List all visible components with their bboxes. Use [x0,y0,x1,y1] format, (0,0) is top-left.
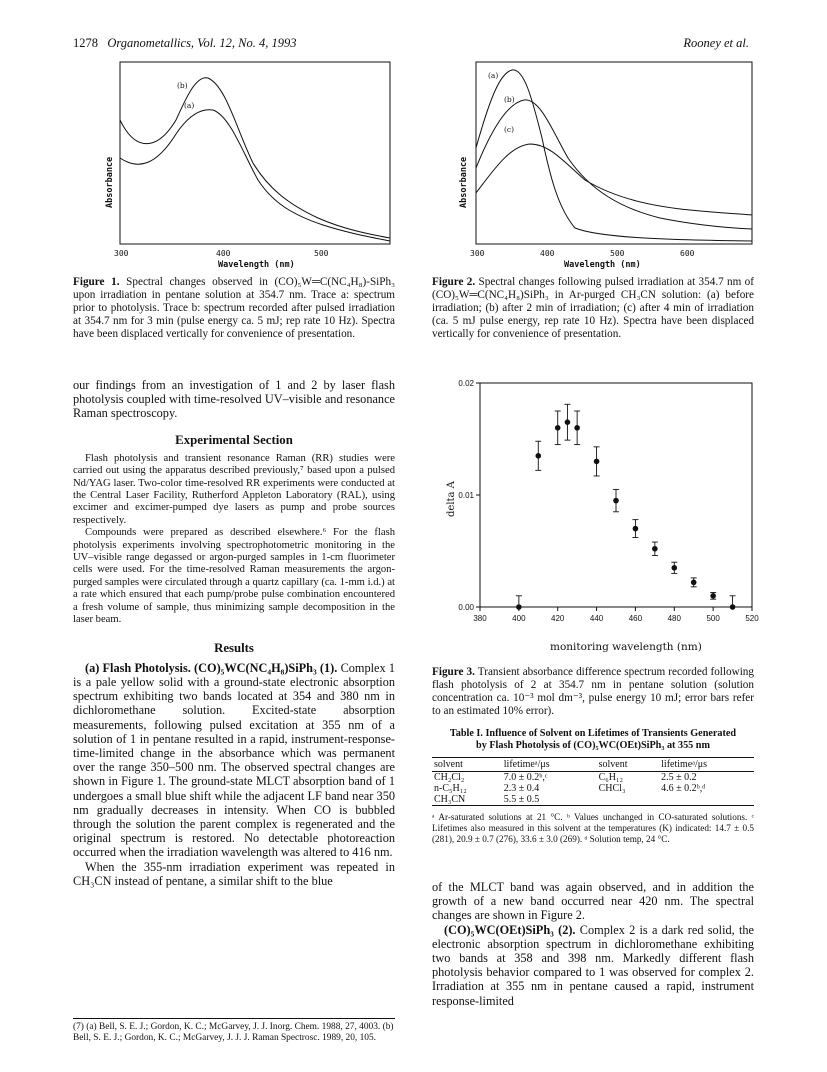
data-point [730,604,736,610]
table-1-header: solvent [432,758,502,772]
x-tick-label: 380 [473,614,487,623]
data-point [710,593,716,599]
data-point [633,526,639,532]
data-point [613,498,619,504]
figure-3-chart [440,375,760,665]
data-point [555,425,561,431]
figure-3-xlabel: monitoring wavelength (nm) [550,641,702,653]
table-cell: CH₃CN [434,794,466,805]
data-point [594,459,600,465]
figure-3-ylabel: delta A [446,481,457,517]
table-1-footnote: ᵃ Ar-saturated solutions at 21 °C. ᵇ Values unchanged in CO-saturated solutions. ᶜ Lifetimes also measured in this solvent at the temperatures (K) indicated: 14.7 ± 0.5 (281), 20.9 ± 0.7 (276), 33.6 ± 3.0 (269). ᵈ Solution temp, 24 °C. [432,812,754,844]
table-1-header: solvent [597,758,660,772]
figure-2-xtick-600: 600 [680,249,695,258]
figure-2-trace-a [476,70,752,241]
figure-2-frame [476,62,752,244]
experimental-paragraph-2: Compounds were prepared as described elsewhere.⁶ For the flash photolysis experiments involving spectrophotometric monitoring in the UV–visible range degassed or argon-purged samples in 1-cm fluorimeter cells were used. For the time-resolved Raman measurements the argon-purged samples were circulated through a quartz capillary (ca. 1-mm i.d.) at a rate which ensured that each pump/probe pulse combination encountered a fresh volume of sample, thus minimizing sample decomposition in the laser beam. [73,527,395,626]
results-paragraph-1 [73,661,395,860]
figure-1-plot [78,58,398,273]
figure-1-trace-a [120,110,390,241]
journal-name: Organometallics, [107,36,195,50]
right-paragraph-2-text: Complex 2 is a dark red solid, the electronic absorption spectrum in dichloromethane exhibiting two bands at 358 and 398 nm. Markedly different flash photolysis behavior compared to 1 was observed for complex 2. Irradiation at 355 nm in pentane caused a rapid, instrument response-limited [432,922,754,1008]
table-row [432,783,754,794]
figure-2-caption-text: Spectral changes following pulsed irradiation at 354.7 nm of (CO)₅W═C(NC₄H₈)SiPh₃ in Ar-purged CH₃CN solution: (a) before irradiation; (b) after 2 min of irradiation; (c) after 4 min of irradiation (ca. 5 mJ pulse energy, rep rate 10 Hz). Spectra have been displaced vertically for convenience of presentation. [432,276,754,340]
figure-2-caption [432,276,754,341]
figure-2-caption-label: Figure 2. [432,276,476,288]
table-cell: 4.6 ± 0.2ᵇ,ᵈ [661,783,706,794]
figure-1-trace-b [120,78,390,238]
figure-1-xtick-500: 500 [314,249,329,258]
x-tick-label: 480 [667,614,681,623]
x-tick-label: 440 [589,614,604,623]
table-row [432,772,754,784]
x-tick-label: 400 [512,614,526,623]
figure-1-caption [73,276,395,341]
figure-1-caption-text: Spectral changes observed in (CO)₅W═C(NC₄H₈)-SiPh₃ upon irradiation in pentane solution at 354.7 nm. Trace a: spectrum prior to photolysis. Trace b: spectrum recorded after pulsed irradiation at 354.7 nm for 3 min (pulse energy ca. 5 mJ; rep rate 10 Hz). Spectra have been displaced vertically for convenience of presentation. [73,276,395,340]
table-cell: C₆H₁₂ [598,772,623,783]
results-paragraph-2: When the 355-nm irradiation experiment was repeated in CH₃CN instead of pentane, a similar shift to the blue [73,859,395,888]
table-cell: 5.5 ± 0.5 [503,794,540,805]
figure-2-xlabel: Wavelength (nm) [564,260,641,270]
data-point [535,453,541,459]
data-point [574,425,580,431]
page-number: 1278 [73,36,98,50]
footnote-7: (7) (a) Bell, S. E. J.; Gordon, K. C.; McGarvey, J. J. Inorg. Chem. 1988, 27, 4003. (b) Bell, S. E. J.; Gordon, K. C.; McGarvey, J. J. J. Raman Spectrosc. 1989, 20, 105. [73,1018,395,1044]
x-tick-label: 460 [628,614,643,623]
right-paragraph-1: of the MLCT band was again observed, and in addition the growth of a new band occurred near 420 nm. The spectral changes are shown in Figure 2. [432,880,754,923]
table-1-header: lifetimeᵃ/μs [502,758,597,772]
table-1-title: Table I. Influence of Solvent on Lifetimes of Transients Generated by Flash Photolysis of (CO)₅WC(OEt)SiPh₃ at 355 nm [449,728,737,751]
figure-2-label-b: (b) [504,95,515,104]
figure-1-label-b: (b) [177,81,188,90]
data-point [671,565,677,571]
y-tick-label: 0.00 [458,603,474,612]
data-point [516,604,522,610]
figure-1-xtick-400: 400 [216,249,231,258]
figure-2-xtick-400: 400 [540,249,555,258]
figure-1-caption-label: Figure 1. [73,276,120,288]
results-paragraph-1-text: Complex 1 is a pale yellow solid with a ground-state electronic absorption spectrum exhibiting two bands located at 354 and 380 nm in dichloromethane solution. Excited-state absorption measurements, following pulsed excitation at 355 nm of a solution of 1 in pentane resulted in a rapid, instrument-response-time-limited change in the absorbance which was permanent over the range 350–500 nm. The observed spectral changes are shown in Figure 1. The ground-state MLCT absorption band of 1 undergoes a small blue shift while the adjacent LF band near 350 nm gradually decreases in intensity. When CO is bubbled through the solution the parent complex is regenerated and the original spectrum is restored. No detectable photoreaction occurred when the irradiation wavelength was altered to 416 nm. [73,660,396,860]
figure-2-trace-c [476,144,752,215]
figure-3-caption [432,666,754,718]
figure-1-ylabel: Absorbance [105,156,115,208]
right-paragraph-2 [432,923,754,1008]
compound-2-heading: (CO)₅WC(OEt)SiPh₃ (2). [444,922,576,937]
running-header-left [73,36,297,51]
figure-2 [440,58,760,273]
results-subheading: (a) Flash Photolysis. (CO)₅WC(NC₄H₈)SiPh₃ (1). [85,660,338,675]
x-tick-label: 420 [551,614,565,623]
figure-2-plot [440,58,760,273]
figure-1-xlabel: Wavelength (nm) [218,260,295,270]
figure-3-caption-text: Transient absorbance difference spectrum recorded following flash photolysis of 2 at 354.7 nm in pentane solution (solution concentration ca. 10⁻³ mol dm⁻³, pulse energy 10 mJ; error bars refer to an estimated 10% error). [432,666,754,717]
table-1-header-row [432,758,754,772]
figure-2-xtick-500: 500 [610,249,625,258]
left-column [73,378,395,888]
x-tick-label: 500 [706,614,720,623]
figure-2-label-c: (c) [504,125,515,134]
table-1 [432,728,754,845]
table-cell: 2.5 ± 0.2 [661,772,697,783]
experimental-paragraph-1: Flash photolysis and transient resonance Raman (RR) studies were carried out using the apparatus described previously,⁷ based upon a pulsed Nd/YAG laser. Two-color time-resolved RR experiments were conducted at the Central Laser Facility, Rutherford Appleton Laboratory (RAL), using excimer and excimer-pumped dye lasers as pump and probe sources respectively. [73,452,395,526]
table-cell: 2.3 ± 0.4 [503,783,540,794]
figure-1-frame [120,62,390,244]
figure-2-trace-b [476,100,752,229]
x-tick-label: 520 [745,614,759,623]
table-cell: CHCl₃ [598,783,626,794]
figure-3-caption-label: Figure 3. [432,666,475,678]
figure-1 [78,58,398,273]
table-cell: CH₂Cl₂ [434,772,465,783]
results-heading: Results [214,640,254,655]
y-tick-label: 0.01 [458,491,474,500]
table-cell [597,794,660,806]
intro-paragraph: our findings from an investigation of 1 and 2 by laser flash photolysis coupled with time-resolved UV–visible and resonance Raman spectroscopy. [73,378,395,421]
journal-volume: Vol. 12, No. 4, 1993 [197,36,297,50]
figure-1-xtick-300: 300 [114,249,129,258]
table-cell: 7.0 ± 0.2ᵇ,ᶜ [503,772,548,783]
figure-2-label-a: (a) [488,71,499,80]
figure-3 [440,375,760,665]
figure-1-label-a: (a) [184,101,195,110]
right-column [432,880,754,1008]
y-tick-label: 0.02 [458,379,474,388]
data-point [691,580,697,586]
table-row [432,794,754,806]
figure-2-xtick-300: 300 [470,249,485,258]
running-header-authors: Rooney et al. [683,36,749,50]
table-1-grid [432,757,754,806]
data-point [565,419,571,425]
table-1-header: lifetimeᵃ/μs [659,758,754,772]
data-point [652,546,658,552]
table-cell: n-C₅H₁₂ [434,783,467,794]
experimental-heading: Experimental Section [175,432,293,447]
table-cell [659,794,754,806]
figure-2-ylabel: Absorbance [459,156,469,208]
